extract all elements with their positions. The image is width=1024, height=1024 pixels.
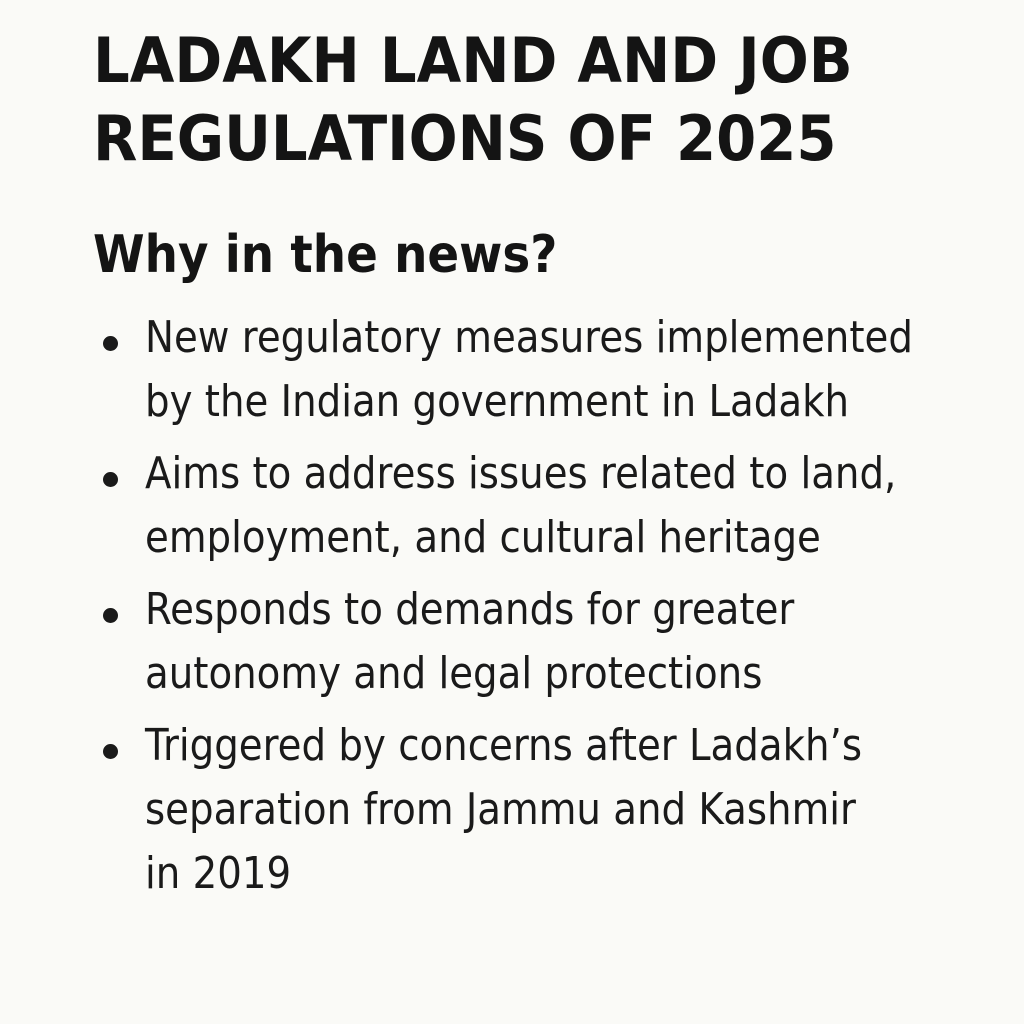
page-title bbox=[93, 22, 930, 178]
title-line-1: LADAKH LAND AND JOB bbox=[93, 24, 853, 97]
list-item-text bbox=[145, 714, 891, 906]
list-item-line: Aims to address issues related to land, bbox=[145, 448, 897, 499]
list-item-text bbox=[145, 442, 897, 570]
section-heading: Why in the news? bbox=[93, 225, 558, 285]
list-item-line: separation from Jammu and Kashmir bbox=[145, 784, 856, 835]
list-item-line: autonomy and legal protections bbox=[145, 648, 763, 699]
list-item-line: employment, and cultural heritage bbox=[145, 512, 821, 563]
list-item bbox=[93, 306, 993, 434]
list-item-line: by the Indian government in Ladakh bbox=[145, 376, 850, 427]
bullet-dot-icon bbox=[103, 608, 118, 623]
bullet-dot-icon bbox=[103, 472, 118, 487]
bullet-dot-icon bbox=[103, 336, 118, 351]
list-item bbox=[93, 442, 993, 570]
bullet-list bbox=[93, 306, 993, 914]
list-item-line: Responds to demands for greater bbox=[145, 584, 795, 635]
list-item-line: New regulatory measures implemented bbox=[145, 312, 913, 363]
list-item-text bbox=[145, 306, 913, 434]
title-line-2: REGULATIONS OF 2025 bbox=[93, 102, 837, 175]
list-item-text bbox=[145, 578, 891, 706]
list-item bbox=[93, 578, 993, 706]
list-item-line: Triggered by concerns after Ladakh’s bbox=[145, 720, 863, 771]
list-item bbox=[93, 714, 993, 906]
bullet-dot-icon bbox=[103, 744, 118, 759]
list-item-line: in 2019 bbox=[145, 848, 292, 899]
